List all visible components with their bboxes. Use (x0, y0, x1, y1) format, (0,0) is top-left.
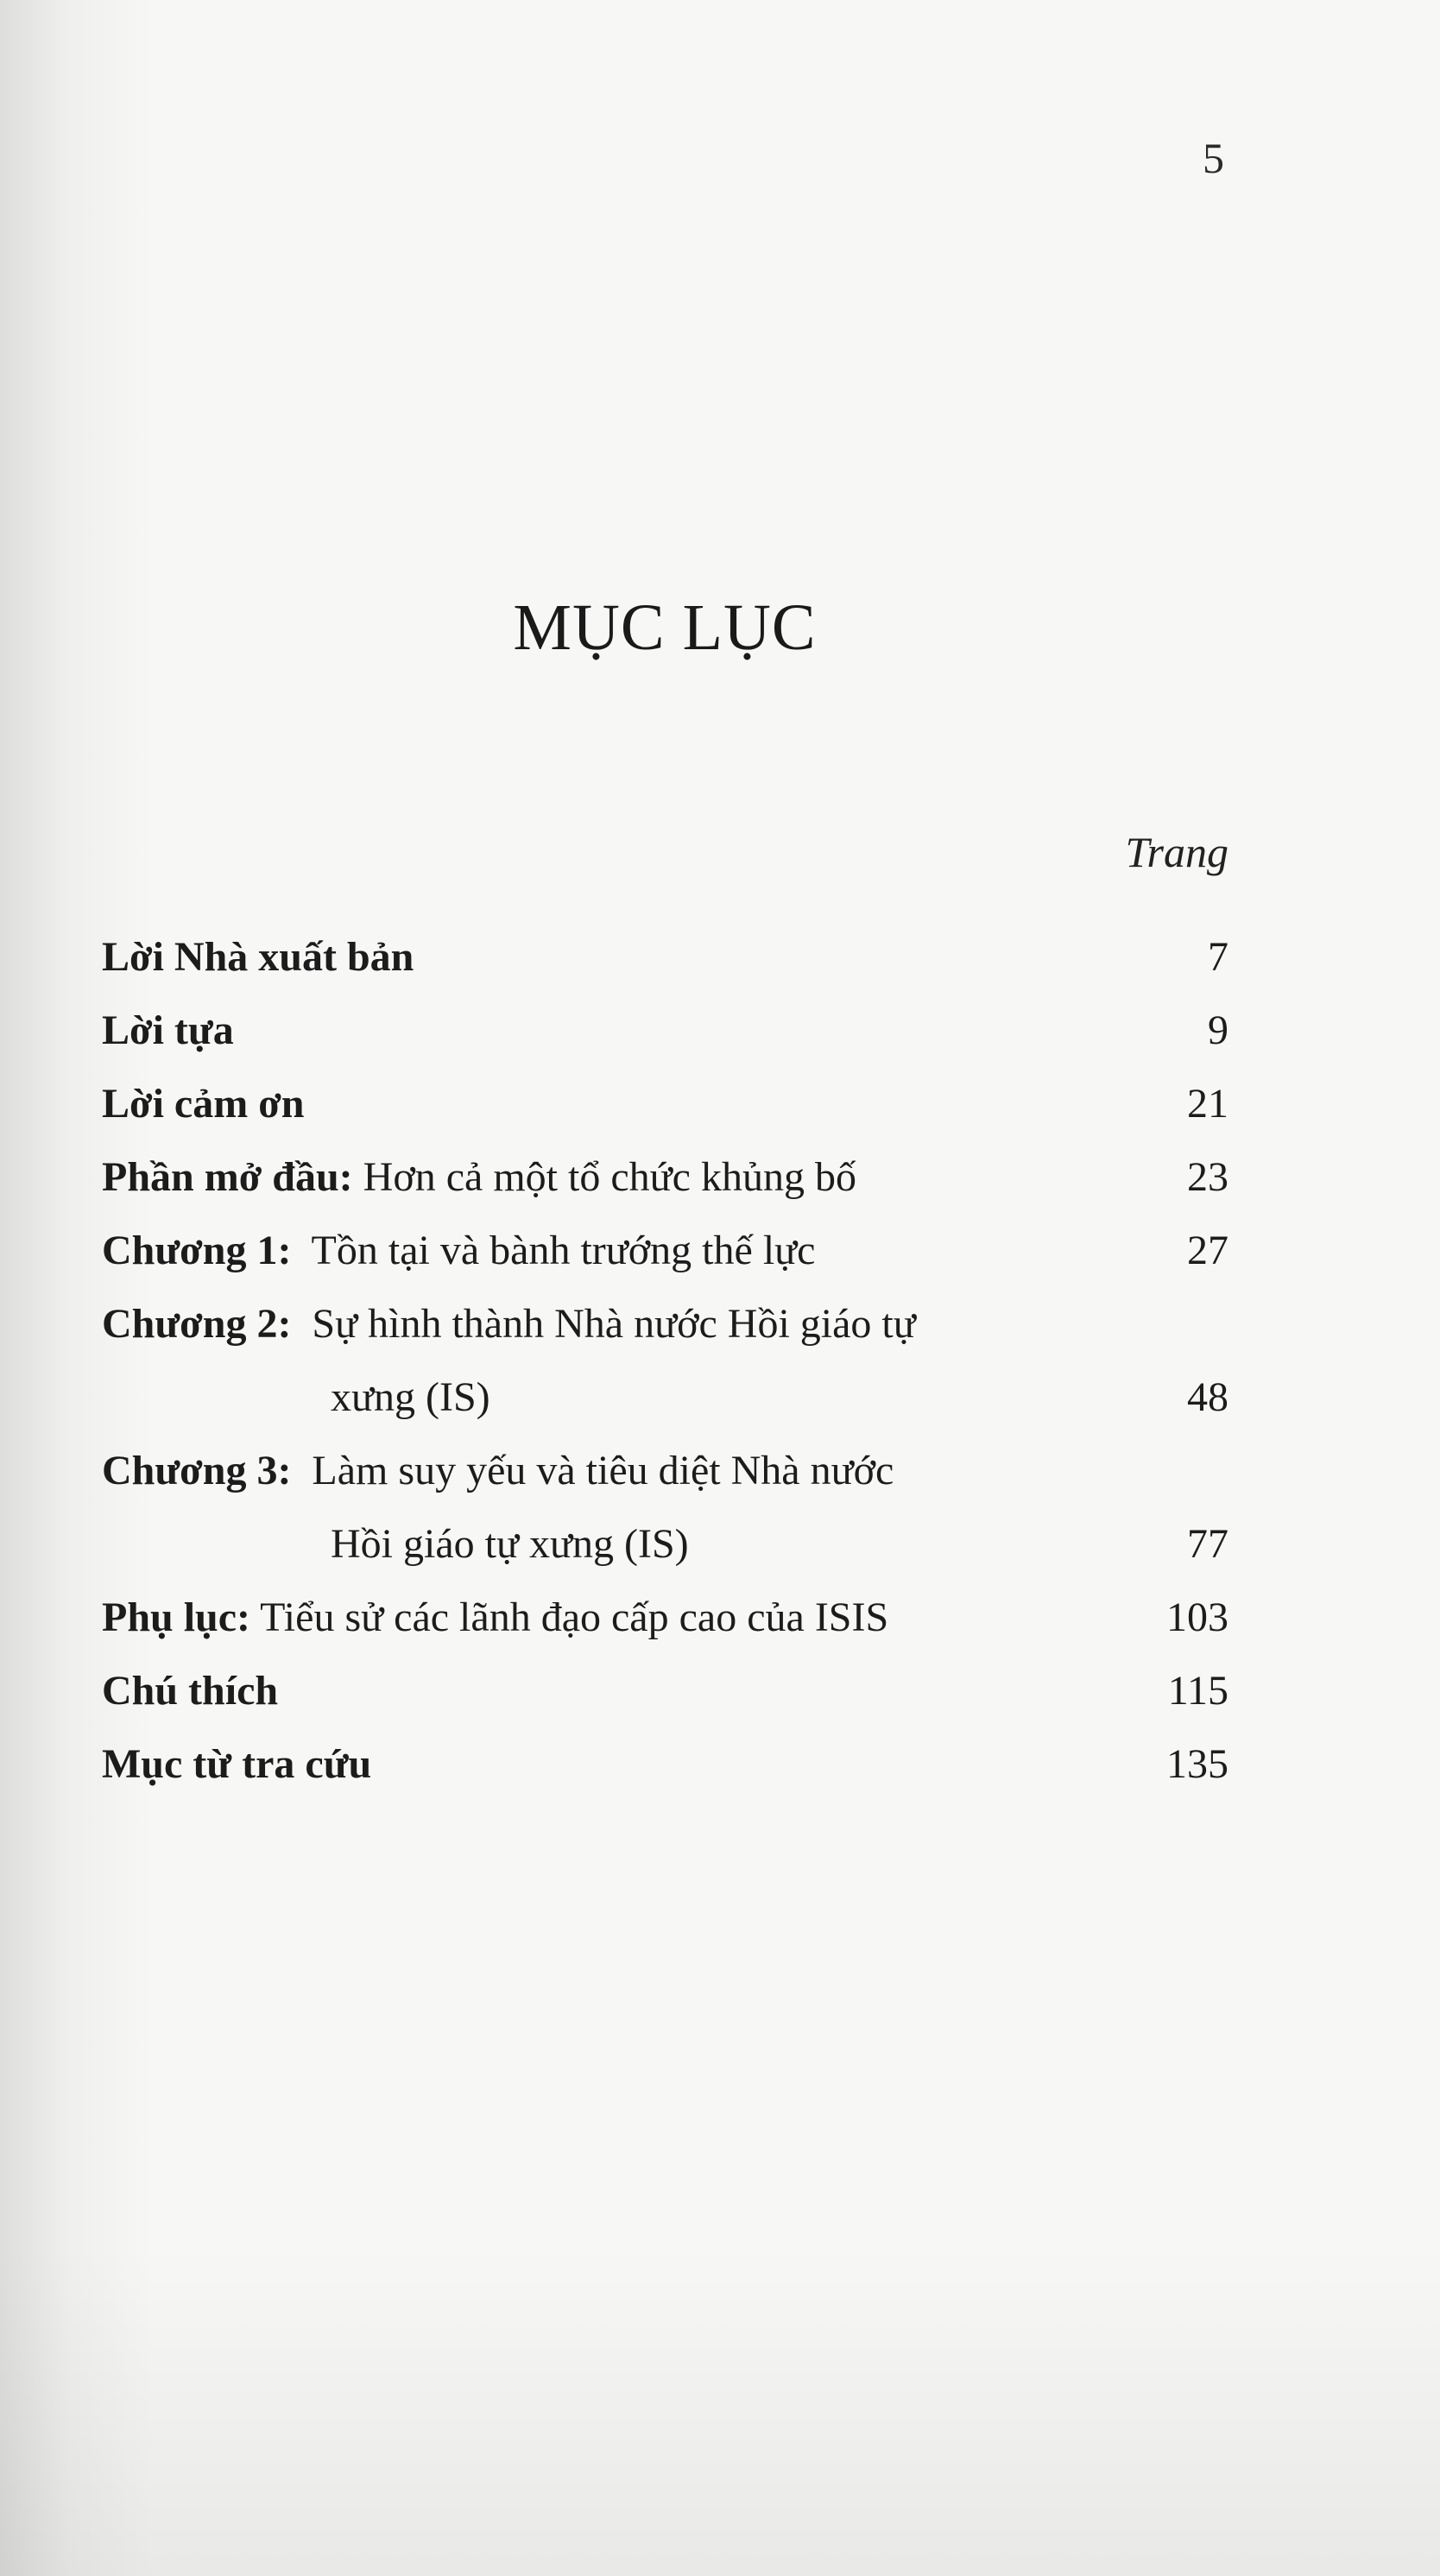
toc-page-ref: 115 (1167, 1668, 1228, 1714)
toc-entry-lead: Mục từ tra cứu (102, 1741, 372, 1787)
toc-page-ref: 27 (1187, 1228, 1228, 1273)
toc-entry-title: Tồn tại và bành trướng thế lực (291, 1228, 816, 1273)
toc-page-ref: 9 (1208, 1007, 1228, 1053)
toc-entry-text (102, 1727, 1108, 1801)
toc-entry (102, 1654, 1228, 1727)
toc-entry-text (102, 920, 1108, 994)
toc-entry (102, 1581, 1228, 1654)
toc-entry-text (102, 1434, 1108, 1581)
toc-page-ref: 23 (1187, 1154, 1228, 1200)
toc-entry (102, 1067, 1228, 1140)
toc-entry-text (102, 1140, 1108, 1214)
toc-entry-text (102, 1581, 1108, 1654)
toc-page-ref: 7 (1208, 934, 1228, 980)
toc-page-ref: 48 (1187, 1374, 1228, 1420)
toc-entry (102, 920, 1228, 994)
toc-entry-continuation: xưng (IS) (331, 1374, 490, 1420)
toc-entry-lead: Lời tựa (102, 1007, 234, 1053)
toc-entry-lead: Chú thích (102, 1668, 279, 1714)
page-column-header: Trang (1125, 828, 1228, 876)
toc-entry (102, 1140, 1228, 1214)
toc-entry-lead: Chương 3: (102, 1448, 292, 1493)
toc-entry (102, 1434, 1228, 1581)
toc-page-ref: 135 (1166, 1741, 1228, 1787)
toc-entry-lead: Chương 1: (102, 1228, 292, 1273)
toc-entry-lead: Phần mở đầu: (102, 1154, 353, 1200)
toc-entry-lead: Lời cảm ơn (102, 1081, 305, 1127)
toc-page-ref: 77 (1187, 1521, 1228, 1567)
toc-entry-lead: Chương 2: (102, 1301, 292, 1347)
toc-entry-text (102, 1214, 1108, 1287)
toc-entry-lead: Phụ lục: (102, 1594, 251, 1640)
toc-page-ref: 21 (1187, 1081, 1228, 1127)
toc-entry (102, 994, 1228, 1067)
toc-entry-text (102, 1287, 1108, 1434)
toc-entry (102, 1727, 1228, 1801)
toc-entry-title: Sự hình thành Nhà nước Hồi giáo tự (291, 1301, 916, 1347)
toc-entry-text (102, 994, 1108, 1067)
table-of-contents (102, 920, 1228, 1801)
toc-entry-continuation: Hồi giáo tự xưng (IS) (331, 1521, 689, 1567)
toc-entry (102, 1287, 1228, 1434)
page-number: 5 (1203, 134, 1224, 182)
toc-entry (102, 1214, 1228, 1287)
toc-entry-title: Làm suy yếu và tiêu diệt Nhà nước (291, 1448, 894, 1493)
page-title: MỤC LỤC (513, 591, 817, 664)
toc-entry-text (102, 1067, 1108, 1140)
toc-page-ref: 103 (1166, 1594, 1228, 1640)
toc-entry-title: Tiểu sử các lãnh đạo cấp cao của ISIS (250, 1594, 889, 1640)
toc-entry-text (102, 1654, 1108, 1727)
toc-entry-lead: Lời Nhà xuất bản (102, 934, 414, 980)
toc-entry-title: Hơn cả một tổ chức khủng bố (352, 1154, 856, 1200)
